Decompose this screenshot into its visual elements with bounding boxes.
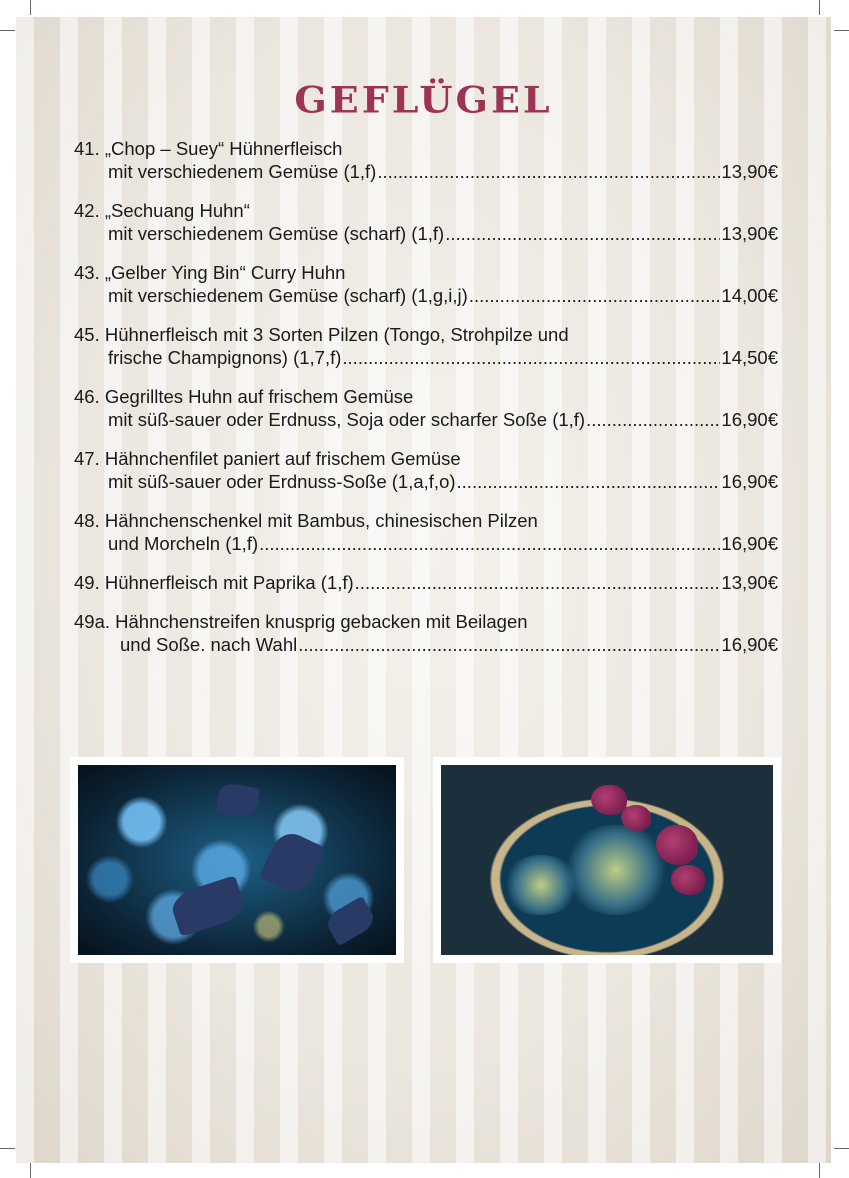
menu-item	[74, 571, 778, 594]
item-name: Hühnerfleisch mit 3 Sorten Pilzen (Tongo, Strohpilze und	[104, 324, 569, 345]
dot-leader	[445, 222, 720, 245]
food-highlight	[561, 825, 671, 915]
item-number: 49a.	[74, 611, 111, 632]
dot-leader	[586, 408, 720, 431]
item-price: 16,90€	[721, 533, 778, 554]
dish-image	[78, 765, 396, 955]
crop-mark	[819, 1163, 820, 1178]
herb-garnish	[656, 825, 698, 865]
item-description: und Morcheln (1,f)	[108, 533, 259, 554]
dot-leader	[377, 160, 720, 183]
menu-item	[74, 137, 778, 183]
dot-leader	[355, 571, 721, 594]
page-title: GEFLÜGEL	[294, 78, 553, 121]
herb-garnish	[591, 785, 627, 815]
menu-list	[74, 137, 778, 672]
item-price: 16,90€	[721, 409, 778, 430]
item-name: Hähnchenstreifen knusprig gebacken mit Beilagen	[115, 611, 528, 632]
crop-mark	[30, 1163, 31, 1178]
item-price: 16,90€	[721, 634, 778, 655]
item-description: und Soße. nach Wahl	[120, 634, 298, 655]
food-photo-left	[70, 757, 404, 963]
food-photo-right	[433, 757, 781, 963]
menu-item	[74, 385, 778, 431]
item-name: Hühnerfleisch mit Paprika (1,f)	[104, 572, 354, 593]
item-description: frische Champignons) (1,7,f)	[108, 347, 342, 368]
item-price: 14,00€	[721, 285, 778, 306]
item-name: „Gelber Ying Bin“ Curry Huhn	[104, 262, 346, 283]
item-description: mit verschiedenem Gemüse (1,f)	[108, 161, 377, 182]
herb-garnish	[621, 805, 651, 831]
dot-leader	[457, 470, 721, 493]
crop-mark	[30, 0, 31, 15]
item-number: 49.	[74, 572, 100, 593]
menu-page	[16, 17, 831, 1163]
item-number: 46.	[74, 386, 100, 407]
crop-mark	[819, 0, 820, 15]
item-description: mit verschiedenem Gemüse (scharf) (1,g,i,j)	[108, 285, 468, 306]
menu-item	[74, 509, 778, 555]
item-price: 13,90€	[721, 223, 778, 244]
item-price: 16,90€	[721, 471, 778, 492]
food-highlight	[501, 855, 581, 915]
menu-item	[74, 323, 778, 369]
item-description: mit verschiedenem Gemüse (scharf) (1,f)	[108, 223, 445, 244]
food-piece	[168, 875, 248, 937]
item-name: Hähnchenfilet paniert auf frischem Gemüse	[104, 448, 461, 469]
dot-leader	[298, 633, 720, 656]
item-name: „Sechuang Huhn“	[104, 200, 250, 221]
menu-item	[74, 447, 778, 493]
item-name: „Chop – Suey“ Hühnerfleisch	[104, 138, 343, 159]
dot-leader	[469, 284, 721, 307]
crop-mark	[0, 30, 15, 31]
dot-leader	[342, 346, 720, 369]
item-number: 47.	[74, 448, 100, 469]
item-name: Hähnchenschenkel mit Bambus, chinesischen Pilzen	[104, 510, 538, 531]
food-piece	[216, 782, 261, 818]
item-number: 42.	[74, 200, 100, 221]
item-price: 13,90€	[721, 572, 778, 593]
crop-mark	[834, 1148, 849, 1149]
crop-mark	[834, 30, 849, 31]
item-number: 41.	[74, 138, 100, 159]
dish-image	[441, 765, 773, 955]
item-description: mit süß-sauer oder Erdnuss-Soße (1,a,f,o)	[108, 471, 456, 492]
item-price: 13,90€	[721, 161, 778, 182]
food-piece	[323, 896, 378, 946]
herb-garnish	[671, 865, 705, 895]
dot-leader	[259, 532, 720, 555]
item-number: 43.	[74, 262, 100, 283]
menu-item	[74, 199, 778, 245]
menu-item	[74, 610, 778, 656]
item-number: 45.	[74, 324, 100, 345]
menu-item	[74, 261, 778, 307]
crop-mark	[0, 1148, 15, 1149]
item-description: mit süß-sauer oder Erdnuss, Soja oder scharfer Soße (1,f)	[108, 409, 586, 430]
item-name: Gegrilltes Huhn auf frischem Gemüse	[104, 386, 414, 407]
item-number: 48.	[74, 510, 100, 531]
item-price: 14,50€	[721, 347, 778, 368]
food-piece	[259, 827, 326, 897]
